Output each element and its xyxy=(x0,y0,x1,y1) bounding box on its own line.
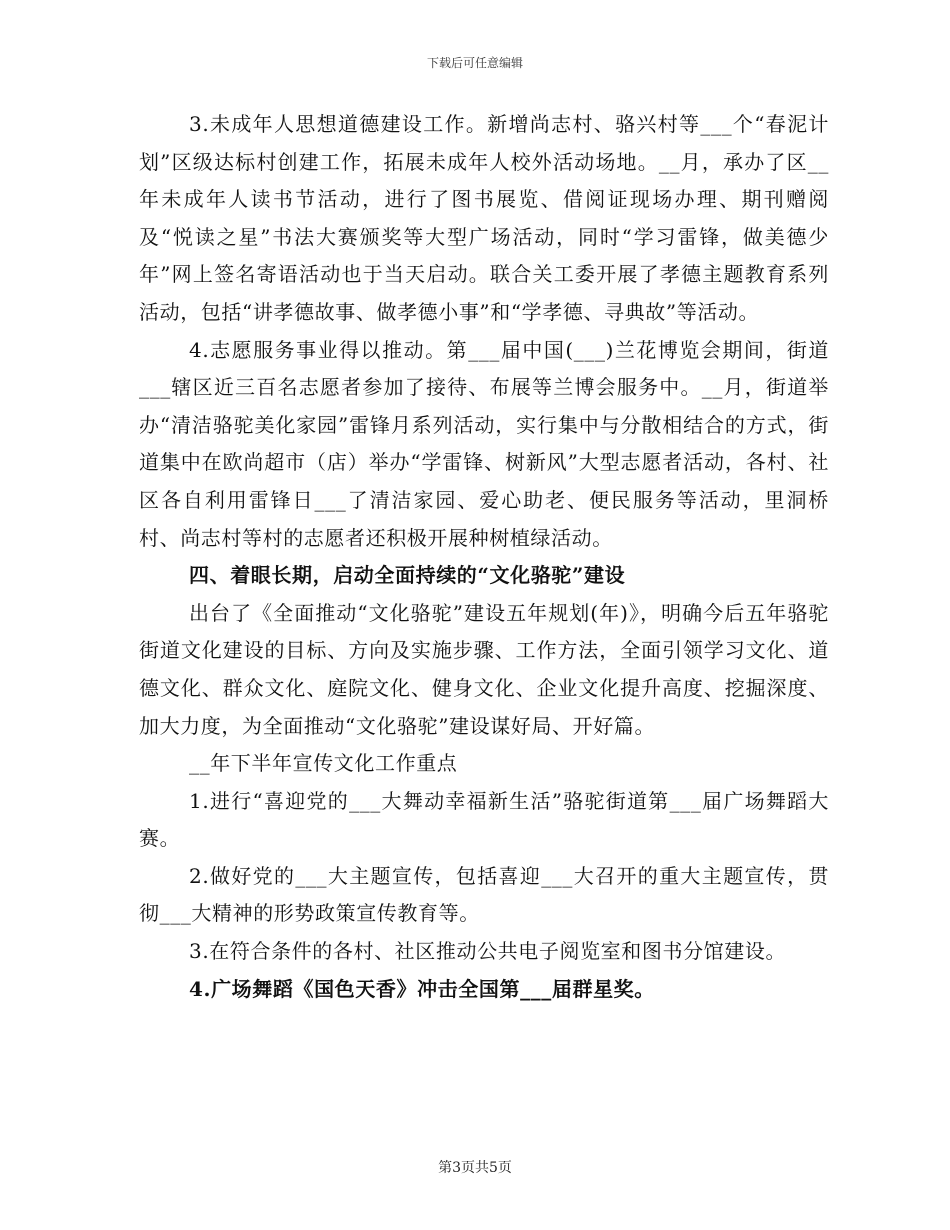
subheading-second-half-priorities: __年下半年宣传文化工作重点 xyxy=(189,751,458,776)
paragraph-volunteer-service: 4.志愿服务事业得以推动。第___届中国(___)兰花博览会期间，街道___辖区近三百名志愿者参加了接待、布展等兰博会服务中。__月，街道举办“清洁骆驼美化家园”雷锋月系列活动，实行集中与分散相结合的方式，街道集中在欧尚超市（店）举办“学雷锋、树新风”大型志愿者活动，各村、社区各自利用雷锋日___了清洁家园、爱心助老、便民服务等活动，里洞桥村、尚志村等村的志愿者还积极开展种树植绿活动。 xyxy=(139,337,829,550)
list-item-dance-contest: 1.进行“喜迎党的___大舞动幸福新生活”骆驼街道第___届广场舞蹈大赛。 xyxy=(139,788,829,851)
paragraph-minors-moral-education: 3.未成年人思想道德建设工作。新增尚志村、骆兴村等___个“春泥计划”区级达标村创建工作，拓展未成年人校外活动场地。__月，承办了区__年未成年人读书节活动，进行了图书展览、借阅证现场办理、期刊赠阅及“悦读之星”书法大赛颁奖等大型广场活动，同时“学习雷锋，做美德少年”网上签名寄语活动也于当天启动。联合关工委开展了孝德主题教育系列活动，包括“讲孝德故事、做孝德小事”和“学孝德、寻典故”等活动。 xyxy=(139,112,829,324)
section-heading-culture-luotuo: 四、着眼长期，启动全面持续的“文化骆驼”建设 xyxy=(189,563,626,588)
list-item-party-congress-publicity: 2.做好党的___大主题宣传，包括喜迎___大召开的重大主题宣传，贯彻___大精神的形势政策宣传教育等。 xyxy=(139,863,829,926)
paragraph-five-year-plan: 出台了《全面推动“文化骆驼”建设五年规划(年)》，明确今后五年骆驼街道文化建设的目标、方向及实施步骤、工作方法，全面引领学习文化、道德文化、群众文化、庭院文化、健身文化、企业文化提升高度、挖掘深度、加大力度，为全面推动“文化骆驼”建设谋好局、开好篇。 xyxy=(139,600,829,738)
document-body xyxy=(139,106,829,1008)
page-footer: 第3页共5页 xyxy=(438,1160,512,1176)
list-item-e-reading-rooms: 3.在符合条件的各村、社区推动公共电子阅览室和图书分馆建设。 xyxy=(189,939,787,964)
page-header: 下载后可任意编辑 xyxy=(426,56,523,70)
list-item-qunxing-award: 4.广场舞蹈《国色天香》冲击全国第___届群星奖。 xyxy=(189,976,655,1001)
